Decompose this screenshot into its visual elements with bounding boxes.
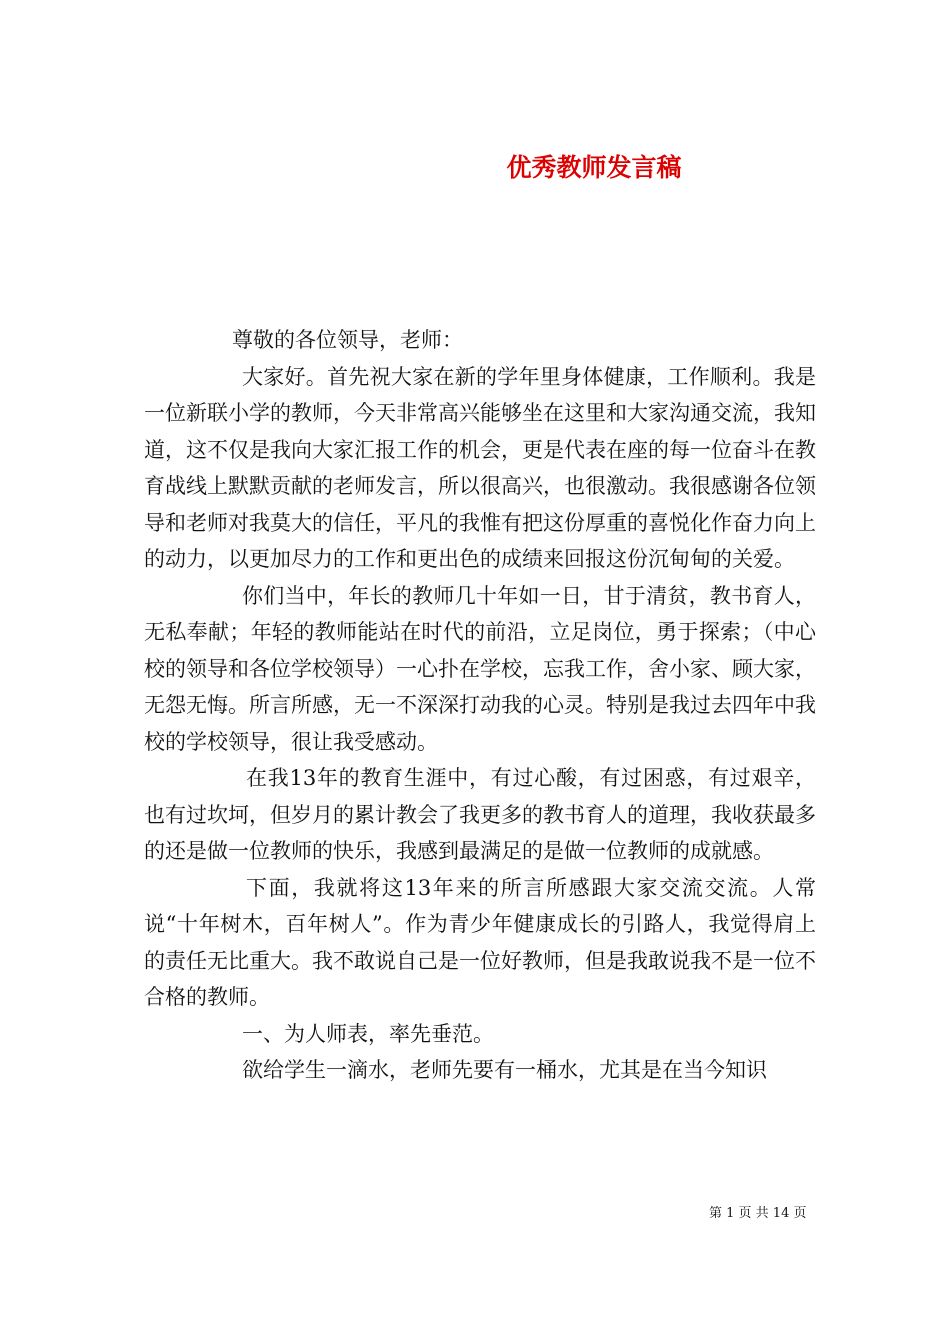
section-heading: 一、为人师表，率先垂范。 — [242, 1021, 494, 1046]
paragraph-4: 下面，我就将这13年来的所言所感跟大家交流交流。人常说“十年树木，百年树人”。作为青少年健康成长的引路人，我觉得肩上的责任无比重大。我不敢说自己是一位好教师，但是我敢说我不是一位不合格的教师。 — [144, 875, 816, 1009]
salutation: 尊敬的各位领导，老师： — [232, 328, 463, 352]
document-body — [144, 322, 816, 1089]
paragraph-1: 大家好。首先祝大家在新的学年里身体健康，工作顺利。我是一位新联小学的教师，今天非常高兴能够坐在这里和大家沟通交流，我知道，这不仅是我向大家汇报工作的机会，更是代表在座的每一位奋斗在教育战线上默默贡献的老师发言，所以很高兴，也很激动。我很感谢各位领导和老师对我莫大的信任，平凡的我惟有把这份厚重的喜悦化作奋力向上的动力，以更加尽力的工作和更出色的成绩来回报这份沉甸甸的关爱。 — [144, 364, 816, 571]
paragraph-5: 欲给学生一滴水，老师先要有一桶水，尤其是在当今知识 — [242, 1058, 767, 1082]
document-title: 优秀教师发言稿 — [506, 152, 682, 182]
paragraph-2: 你们当中，年长的教师几十年如一日，甘于清贫，教书育人，无私奉献；年轻的教师能站在时代的前沿，立足岗位，勇于探索；（中心校的领导和各位学校领导）一心扑在学校，忘我工作，舍小家、顾大家，无怨无悔。所言所感，无一不深深打动我的心灵。特别是我过去四年中我校的学校领导，很让我受感动。 — [144, 583, 816, 754]
paragraph-3: 在我13年的教育生涯中，有过心酸，有过困惑，有过艰辛，也有过坎坷，但岁月的累计教会了我更多的教书育人的道理，我收获最多的还是做一位教师的快乐，我感到最满足的是做一位教师的成就感。 — [144, 766, 816, 863]
page-number: 第 1 页 共 14 页 — [709, 1206, 807, 1221]
